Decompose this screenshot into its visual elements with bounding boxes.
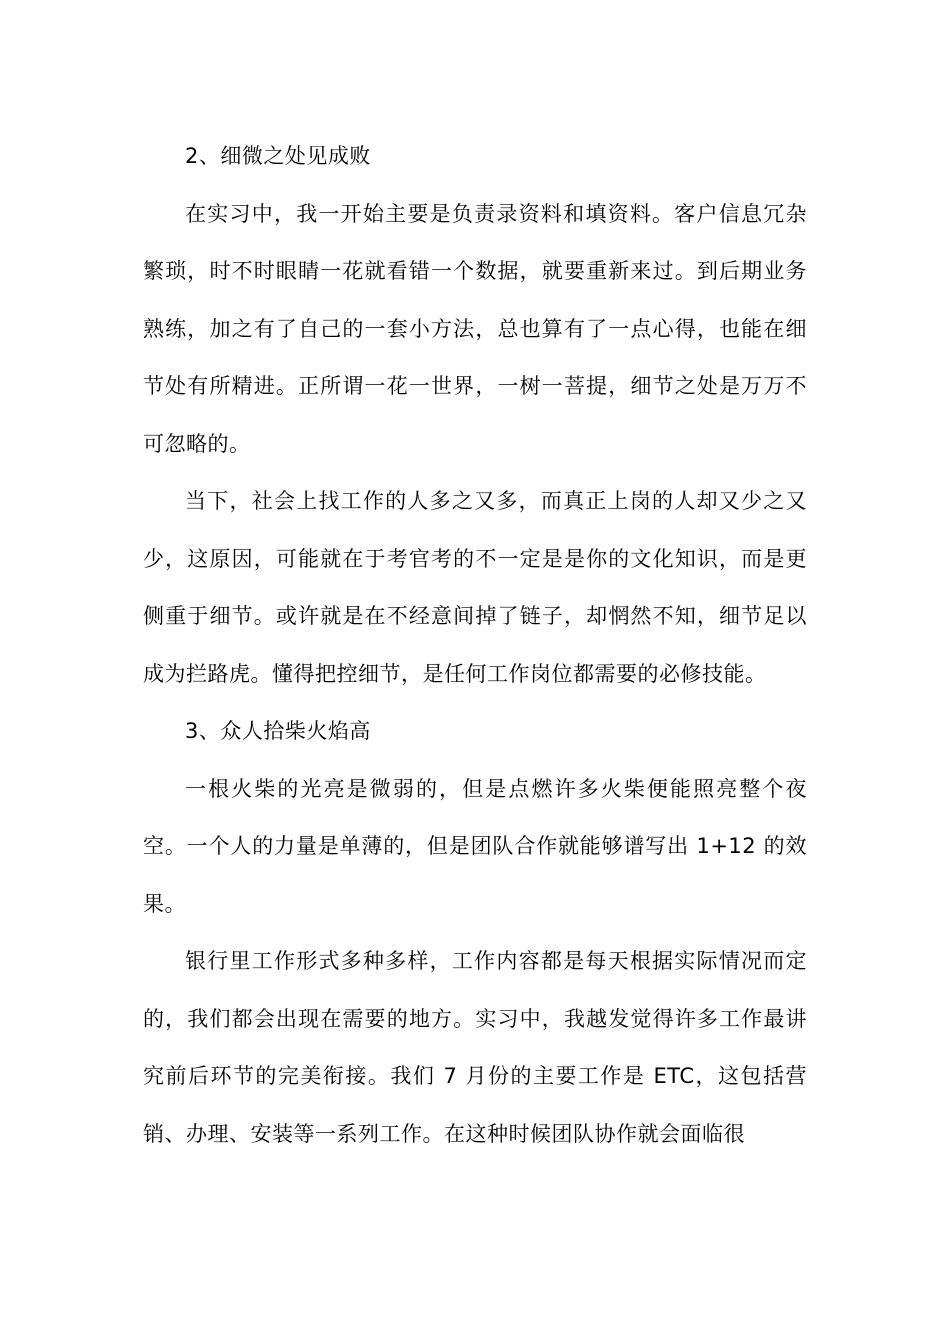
document-body <box>143 128 807 1163</box>
section-heading-details: 2、细微之处见成败 <box>185 144 371 168</box>
section-heading-teamwork: 3、众人拾柴火焰高 <box>185 719 371 743</box>
paragraph-data-entry: 在实习中，我一开始主要是负责录资料和填资料。客户信息冗杂繁琐，时不时眼睛一花就看错一个数据，就要重新来过。到后期业务熟练，加之有了自己的一套小方法，总也算有了一点心得，也能在细节处有所精进。正所谓一花一世界，一树一菩提，细节之处是万万不可忽略的。 <box>143 201 807 456</box>
paragraph-job-market: 当下，社会上找工作的人多之又多，而真正上岗的人却又少之又少，这原因，可能就在于考官考的不一定是是你的文化知识，而是更侧重于细节。或许就是在不经意间掉了链子，却惘然不知，细节足以成为拦路虎。懂得把控细节，是任何工作岗位都需要的必修技能。 <box>143 489 807 686</box>
paragraph-bank-work: 银行里工作形式多种多样，工作内容都是每天根据实际情况而定的，我们都会出现在需要的地方。实习中，我越发觉得许多工作最讲究前后环节的完美衔接。我们 7 月份的主要工作是 ETC，这包括营销、办理、安装等一系列工作。在这种时候团队协作就会面临很 <box>143 949 807 1146</box>
paragraph-matches: 一根火柴的光亮是微弱的，但是点燃许多火柴便能照亮整个夜空。一个人的力量是单薄的，但是团队合作就能够谱写出 1+12 的效果。 <box>143 776 807 916</box>
